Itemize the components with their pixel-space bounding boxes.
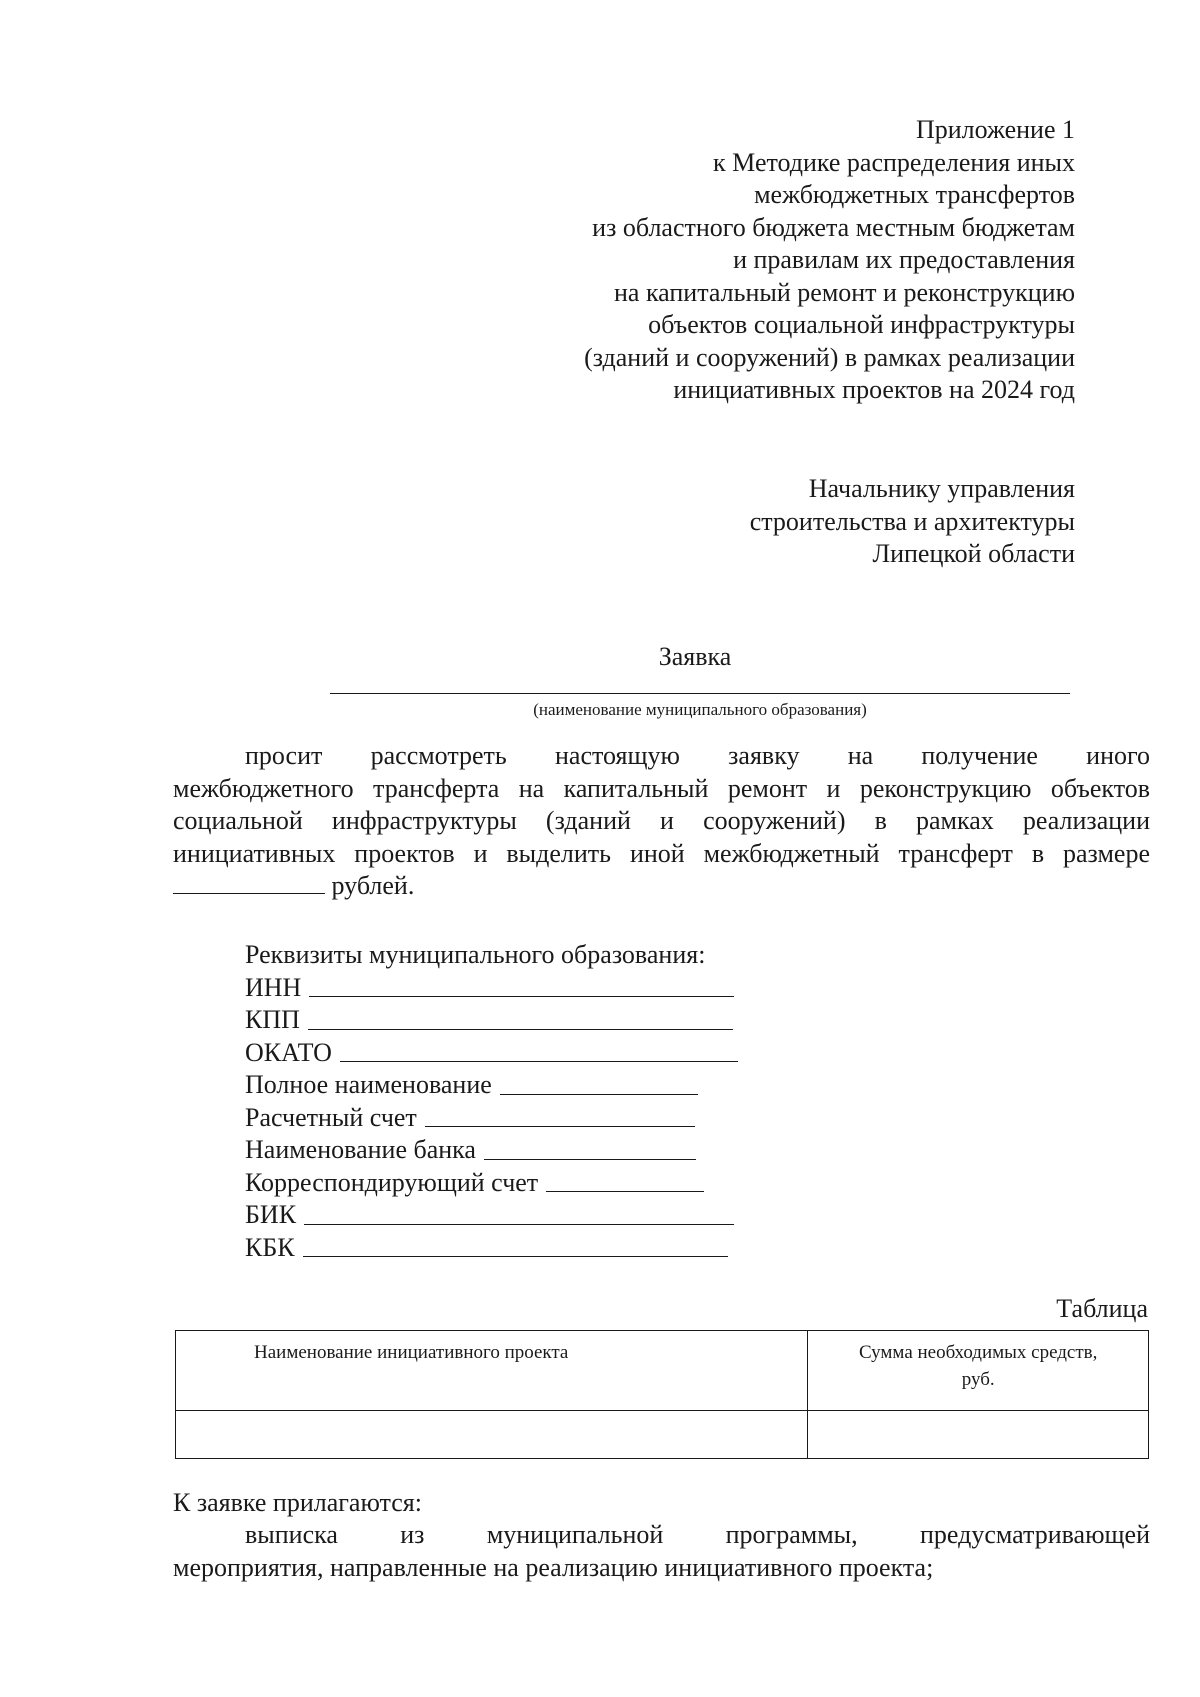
document-title: Заявка xyxy=(658,642,732,671)
table-label: Таблица xyxy=(1056,1294,1148,1323)
column-header-amount-line1: Сумма необходимых средств, xyxy=(858,1342,1098,1363)
amount-blank[interactable] xyxy=(173,871,325,894)
appendix-line: Приложение 1 xyxy=(915,115,1075,144)
requisite-label: БИК xyxy=(245,1200,297,1229)
requisite-row-inn xyxy=(245,972,738,1005)
projects-table xyxy=(175,1330,1149,1459)
attachments-heading: К заявке прилагаются: xyxy=(173,1488,422,1517)
requisite-label: ИНН xyxy=(245,972,302,1002)
requisite-row-bank xyxy=(245,1134,738,1167)
attachments-paragraph xyxy=(173,1519,1150,1584)
appendix-line: из областного бюджета местным бюджетам xyxy=(592,212,1075,242)
appendix-line: к Методике распределения иных xyxy=(713,147,1075,177)
kpp-blank[interactable] xyxy=(308,1007,733,1030)
appendix-line: инициативных проектов на 2024 год xyxy=(673,375,1075,404)
appendix-header xyxy=(584,114,1075,407)
requisites-block xyxy=(245,939,738,1264)
table-row xyxy=(176,1411,1149,1459)
requisite-label: Полное наименование xyxy=(245,1070,492,1099)
appendix-line: на капитальный ремонт и реконструкцию xyxy=(613,277,1075,307)
account-blank[interactable] xyxy=(425,1104,695,1127)
column-header-project-name: Наименование инициативного проекта xyxy=(176,1331,808,1411)
request-line: социальной инфраструктуры (зданий и сооружений) в рамках реализации xyxy=(173,806,1150,835)
requisite-row-corr-account xyxy=(245,1167,738,1200)
addressee-line: Липецкой области xyxy=(872,539,1075,568)
requisite-row-kbk xyxy=(245,1232,738,1265)
request-line: просит рассмотреть настоящую заявку на получение иного xyxy=(245,741,1150,770)
request-paragraph xyxy=(173,740,1150,903)
request-amount-line xyxy=(173,870,1150,903)
column-header-amount xyxy=(808,1331,1149,1411)
requisite-label: ОКАТО xyxy=(245,1037,332,1067)
addressee-line: строительства и архитектуры xyxy=(749,506,1075,536)
requisite-label: КБК xyxy=(245,1232,295,1262)
requisite-label: Наименование банка xyxy=(245,1135,476,1164)
table-header-row xyxy=(176,1331,1149,1411)
column-header-amount-line2: руб. xyxy=(961,1369,995,1390)
requisites-heading-text: Реквизиты муниципального образования: xyxy=(245,940,706,969)
requisite-row-okato xyxy=(245,1037,738,1070)
project-name-cell[interactable] xyxy=(176,1411,808,1459)
municipality-name-blank[interactable] xyxy=(330,693,1070,694)
requisite-label: Расчетный счет xyxy=(245,1102,417,1132)
requisite-row-account xyxy=(245,1102,738,1135)
appendix-line: межбюджетных трансфертов xyxy=(754,180,1075,209)
addressee-line: Начальнику управления xyxy=(808,474,1075,503)
bank-blank[interactable] xyxy=(484,1137,696,1160)
requisite-row-bik xyxy=(245,1199,738,1232)
inn-blank[interactable] xyxy=(309,974,734,997)
corr-account-blank[interactable] xyxy=(546,1169,704,1192)
full-name-blank[interactable] xyxy=(500,1072,698,1095)
appendix-line: и правилам их предоставления xyxy=(733,245,1075,274)
amount-unit: рублей. xyxy=(331,871,415,900)
requisites-heading xyxy=(245,939,738,972)
amount-cell[interactable] xyxy=(808,1411,1149,1459)
kbk-blank[interactable] xyxy=(303,1234,728,1257)
requisite-row-full-name xyxy=(245,1069,738,1102)
request-line: инициативных проектов и выделить иной межбюджетный трансферт в размере xyxy=(173,838,1150,868)
appendix-line: объектов социальной инфраструктуры xyxy=(648,310,1075,339)
attachment-line: мероприятия, направленные на реализацию инициативного проекта; xyxy=(173,1552,934,1582)
okato-blank[interactable] xyxy=(340,1039,738,1062)
bik-blank[interactable] xyxy=(304,1202,734,1225)
appendix-line: (зданий и сооружений) в рамках реализации xyxy=(584,342,1075,372)
attachment-line: выписка из муниципальной программы, предусматривающей xyxy=(245,1520,1150,1549)
requisite-label: КПП xyxy=(245,1005,300,1034)
addressee-block xyxy=(750,473,1075,571)
requisite-label: Корреспондирующий счет xyxy=(245,1167,539,1197)
request-line: межбюджетного трансферта на капитальный ремонт и реконструкцию объектов xyxy=(173,773,1150,803)
requisite-row-kpp xyxy=(245,1004,738,1037)
municipality-name-caption: (наименование муниципального образования) xyxy=(533,700,867,719)
